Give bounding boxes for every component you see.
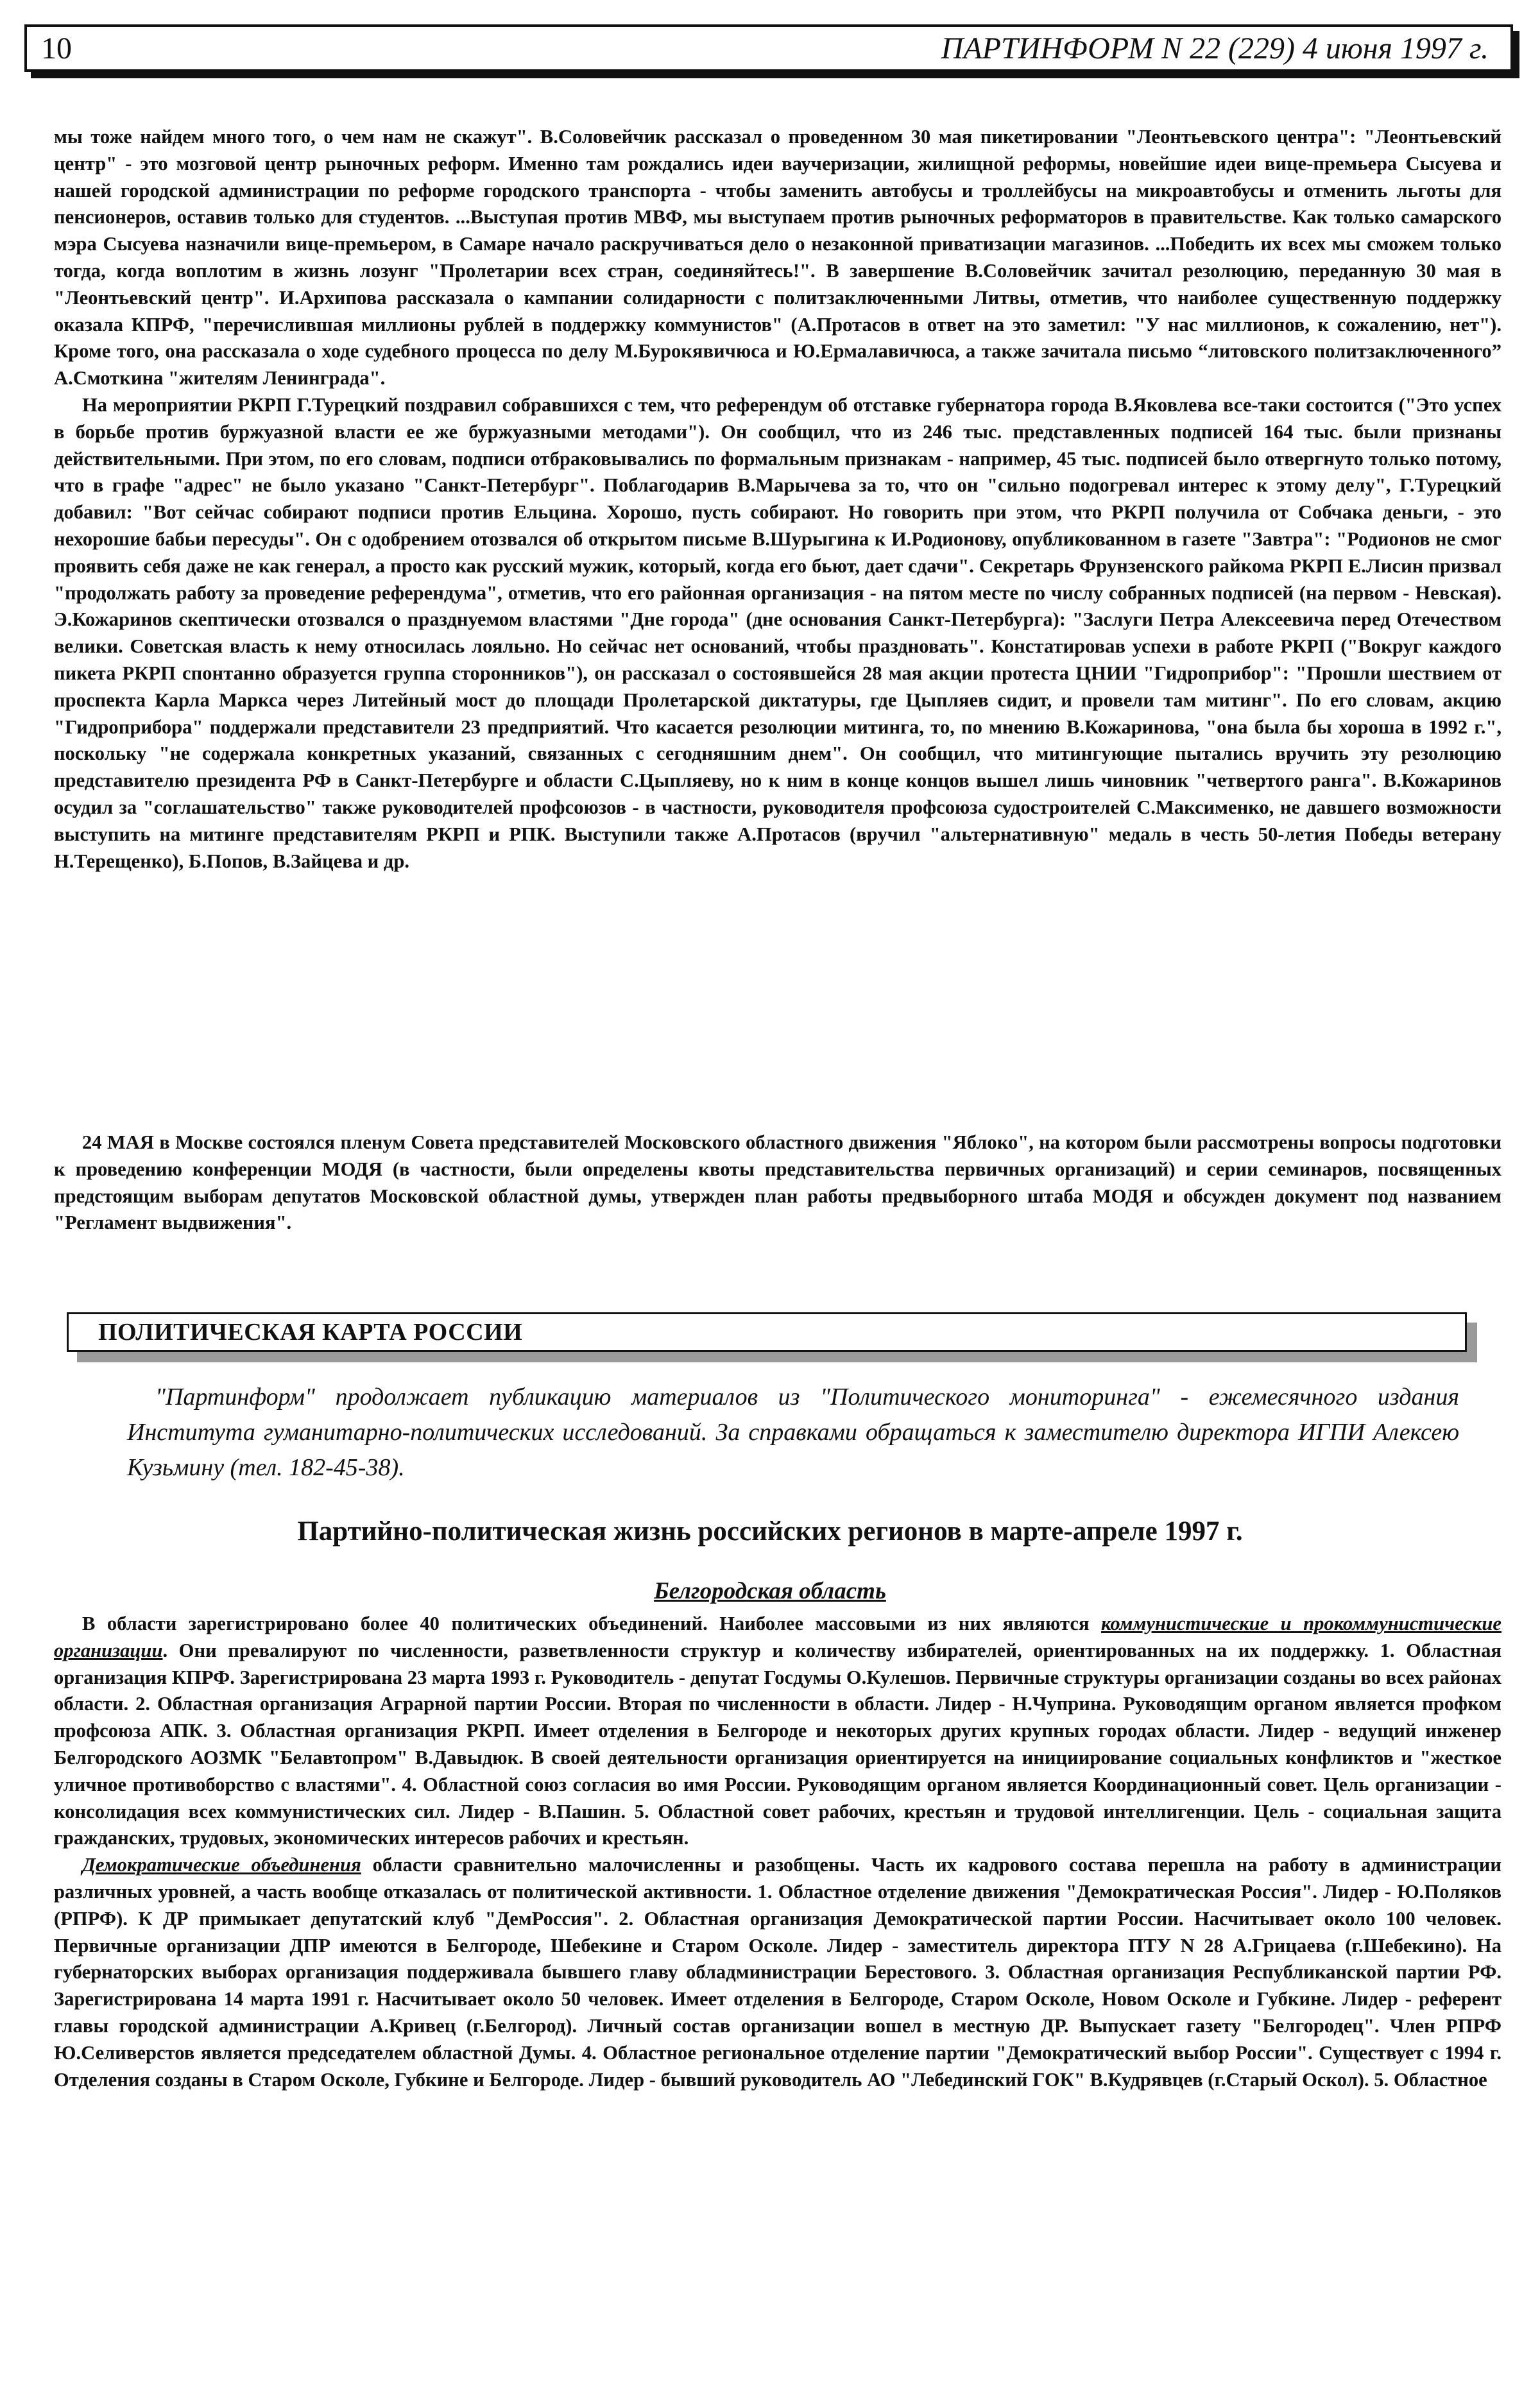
- text-run: области сравнительно малочисленны и разобщены. Часть их кадрового состава перешла на работу в администрации различных уровней, а часть вообще отказалась от политической активности. 1. Областное отделение движения "Демократическая Россия". Лидер - Ю.Поляков (РПРФ). К ДР примыкает депутатский клуб "ДемРоссия". 2. Областная организация Демократической партии России. Насчитывает около 100 человек. Первичные организации ДПР имеются в Белгороде, Шебекине и Старом Осколе. Лидер - заместитель директора ПТУ N 28 А.Грицаева (г.Шебекино). На губернаторских выборах организация поддерживала бывшего главу обладминистрации Берестового. 3. Областная организация Республиканской партии РФ. Зарегистрирована 14 марта 1991 г. Насчитывает около 50 человек. Имеет отделения в Белгороде, Старом Осколе, Новом Осколе и Губкине. Лидер - референт главы городской администрации А.Кривец (г.Белгород). Личный состав организации вошел в местную ДР. Выпускает газету "Белгородец". Член РПРФ Ю.Селиверстов является председателем областной Думы. 4. Областное региональное отделение партии "Демократический выбор России". Существует с 1994 г. Отделения созданы в Старом Осколе, Губкине и Белгороде. Лидер - бывший руководитель АО "Лебединский ГОК" В.Кудрявцев (г.Старый Оскол). 5. Областное: [54, 1854, 1502, 2091]
- page-header: [24, 24, 1513, 72]
- text-run: В области зарегистрировано более 40 политических объединений. Наиболее массовыми из них являются: [82, 1613, 1101, 1634]
- section-heading: ПОЛИТИЧЕСКАЯ КАРТА РОССИИ: [98, 1319, 523, 1346]
- section-intro: "Партинформ" продолжает публикацию материалов из "Политического мониторинга" - ежемесячного издания Института гуманитарно-политических исследований. За справками обращаться к заместителю директора ИГПИ Алексею Кузьмину (тел. 182-45-38).: [127, 1384, 1459, 1481]
- emphasis-term: коммунистические и прокоммунистические организации: [54, 1613, 1502, 1661]
- paragraph: 24 МАЯ в Москве состоялся пленум Совета представителей Московского областного движения "Яблоко", на котором были рассмотрены вопросы подготовки к проведению конференции МОДЯ (в частности, были определены квоты представительства первичных организаций) и серии семинаров, посвященных предстоящим выборам депутатов Московской областной думы, утвержден план работы предвыборного штаба МОДЯ и обсужден документ под названием "Регламент выдвижения".: [54, 1131, 1502, 1234]
- region-body: [54, 1611, 1502, 2093]
- emphasis-term: Демократические объединения: [82, 1854, 361, 1876]
- section-heading-box: [67, 1312, 1467, 1352]
- paragraph: [54, 1611, 1502, 1852]
- article-title: Партийно-политическая жизнь российских регионов в марте-апреле 1997 г.: [297, 1516, 1243, 1547]
- article-continuation: [54, 124, 1502, 875]
- paragraph: На мероприятии РКРП Г.Турецкий поздравил собравшихся с тем, что референдум об отставке губернатора города В.Яковлева все-таки состоится ("Это успех в борьбе против буржуазной власти ее же буржуазными методами"). Он сообщил, что из 246 тыс. представленных подписей 164 тыс. были признаны действительными. При этом, по его словам, подписи отбраковывались по формальным признакам - например, 45 тыс. подписей было отвергнуто только потому, что в графе "адрес" не было указано "Санкт-Петербург". Поблагодарив В.Марычева за то, что он "сильно подогревал интерес к этому делу", Г.Турецкий добавил: "Вот сейчас собирают подписи против Ельцина. Хорошо, пусть собирают. Но говорить при этом, что РКРП получила от Собчака деньги, - это нехорошие бабьи пересуды". Он с одобрением отозвался об открытом письме В.Шурыгина к И.Родионову, опубликованном в газете "Завтра": "Родионов не смог проявить себя даже не как генерал, а просто как русский мужик, который, когда его бьют, дает сдачи". Секретарь Фрунзенского райкома РКРП Е.Лисин призвал "продолжать работу за проведение референдума", отметив, что его районная организация - на пятом месте по числу собранных подписей (на первом - Невская). Э.Кожаринов скептически отозвался о празднуемом властями "Дне города" (дне основания Санкт-Петербурга): "Заслуги Петра Алексеевича перед Отечеством велики. Советская власть к нему относилась лояльно. Но сейчас нет оснований, чтобы праздновать". Констатировав успехи в работе РКРП ("Вокруг каждого пикета РКРП спонтанно образуется группа сторонников"), он рассказал о состоявшейся 28 мая акции протеста ЦНИИ "Гидроприбор": "Прошли шествием от проспекта Карла Маркса через Литейный мост до площади Пролетарской диктатуры, где Цыпляев сидит, и провели там митинг". По его словам, акцию "Гидроприбора" поддержали представители 23 предприятий. Что касается резолюции митинга, то, по мнению В.Кожаринова, "она была бы хороша в 1992 г.", поскольку "не содержала конкретных указаний, связанных с сегодняшним днем". Он сообщил, что митингующие пытались вручить эту резолюцию представителю президента РФ в Санкт-Петербурге и области С.Цыпляеву, но к ним в конце концов вышел лишь чиновник "четвертого ранга". В.Кожаринов осудил за "соглашательство" также руководителей профсоюзов - в частности, руководителя профсоюза судостроителей С.Максименко, не давшего возможности выступить на митинге представителям РКРП и РПК. Выступили также А.Протасов (вручил "альтернативную" медаль в честь 50-летия Победы ветерану Н.Терещенко), Б.Попов, В.Зайцева и др.: [54, 393, 1502, 872]
- paragraph: мы тоже найдем много того, о чем нам не скажут". В.Соловейчик рассказал о проведенном 30 мая пикетировании "Леонтьевского центра": "Леонтьевский центр" - это мозговой центр рыночных реформ. Именно там рождались идеи ваучеризации, жилищной реформы, новейшие идеи вице-премьера Сысуева и нашей городской администрации по реформе городского транспорта - чтобы заменить автобусы и троллейбусы на микроавтобусы и отменить льготы для пенсионеров, оставив только для студентов. ...Выступая против МВФ, мы выступаем против рыночных реформаторов в правительстве. Как только самарского мэра Сысуева назначили вице-премьером, в Самаре начало раскручиваться дело о незаконной приватизации магазинов. ...Победить их всех мы сможем только тогда, когда воплотим в жизнь лозунг "Пролетарии всех стран, соединяйтесь!". В завершение В.Соловейчик зачитал резолюцию, переданную 30 мая в "Леонтьевский центр". И.Архипова рассказала о кампании солидарности с политзаключенными Литвы, отметив, что наиболее существенную поддержку оказала КПРФ, "перечислившая миллионы рублей в поддержку коммунистов" (А.Протасов в ответ на это заметил: "У нас миллионов, к сожалению, нет"). Кроме того, она рассказала о ходе судебного процесса по делу М.Бурокявичюса и Ю.Ермалавичюса, а также зачитала письмо “литовского политзаключенного” А.Смоткина "жителям Ленинграда".: [54, 126, 1502, 390]
- page-number: 10: [41, 31, 72, 65]
- region-heading: Белгородская область: [654, 1578, 886, 1604]
- text-run: . Они превалируют по численности, разветвленности структур и количеству избирателей, ориентированных на их поддержку. 1. Областная организация КПРФ. Зарегистрирована 23 марта 1993 г. Руководитель - депутат Госдумы О.Кулешов. Первичные структуры организации созданы во всех районах области. 2. Областная организация Аграрной партии России. Вторая по численности в области. Лидер - Н.Чуприна. Руководящим органом является профком профсоюза АПК. 3. Областная организация РКРП. Имеет отделения в Белгороде и некоторых других крупных городах области. Лидер - ведущий инженер Белгородского АОЗМК "Белавтопром" В.Давыдюк. В своей деятельности организация ориентируется на инициирование социальных конфликтов и "жесткое уличное противоборство с властями". 4. Областной союз согласия во имя России. Руководящим органом является Координационный совет. Цель организации - консолидация всех коммунистических сил. Лидер - В.Пашин. 5. Областной совет рабочих, крестьян и трудовой интеллигенции. Цель - социальная защита гражданских, трудовых, экономических интересов рабочих и крестьян.: [54, 1639, 1502, 1849]
- paragraph: [54, 1852, 1502, 2093]
- news-item: [54, 1129, 1502, 1237]
- running-head: ПАРТИНФОРМ N 22 (229) 4 июня 1997 г.: [941, 31, 1489, 65]
